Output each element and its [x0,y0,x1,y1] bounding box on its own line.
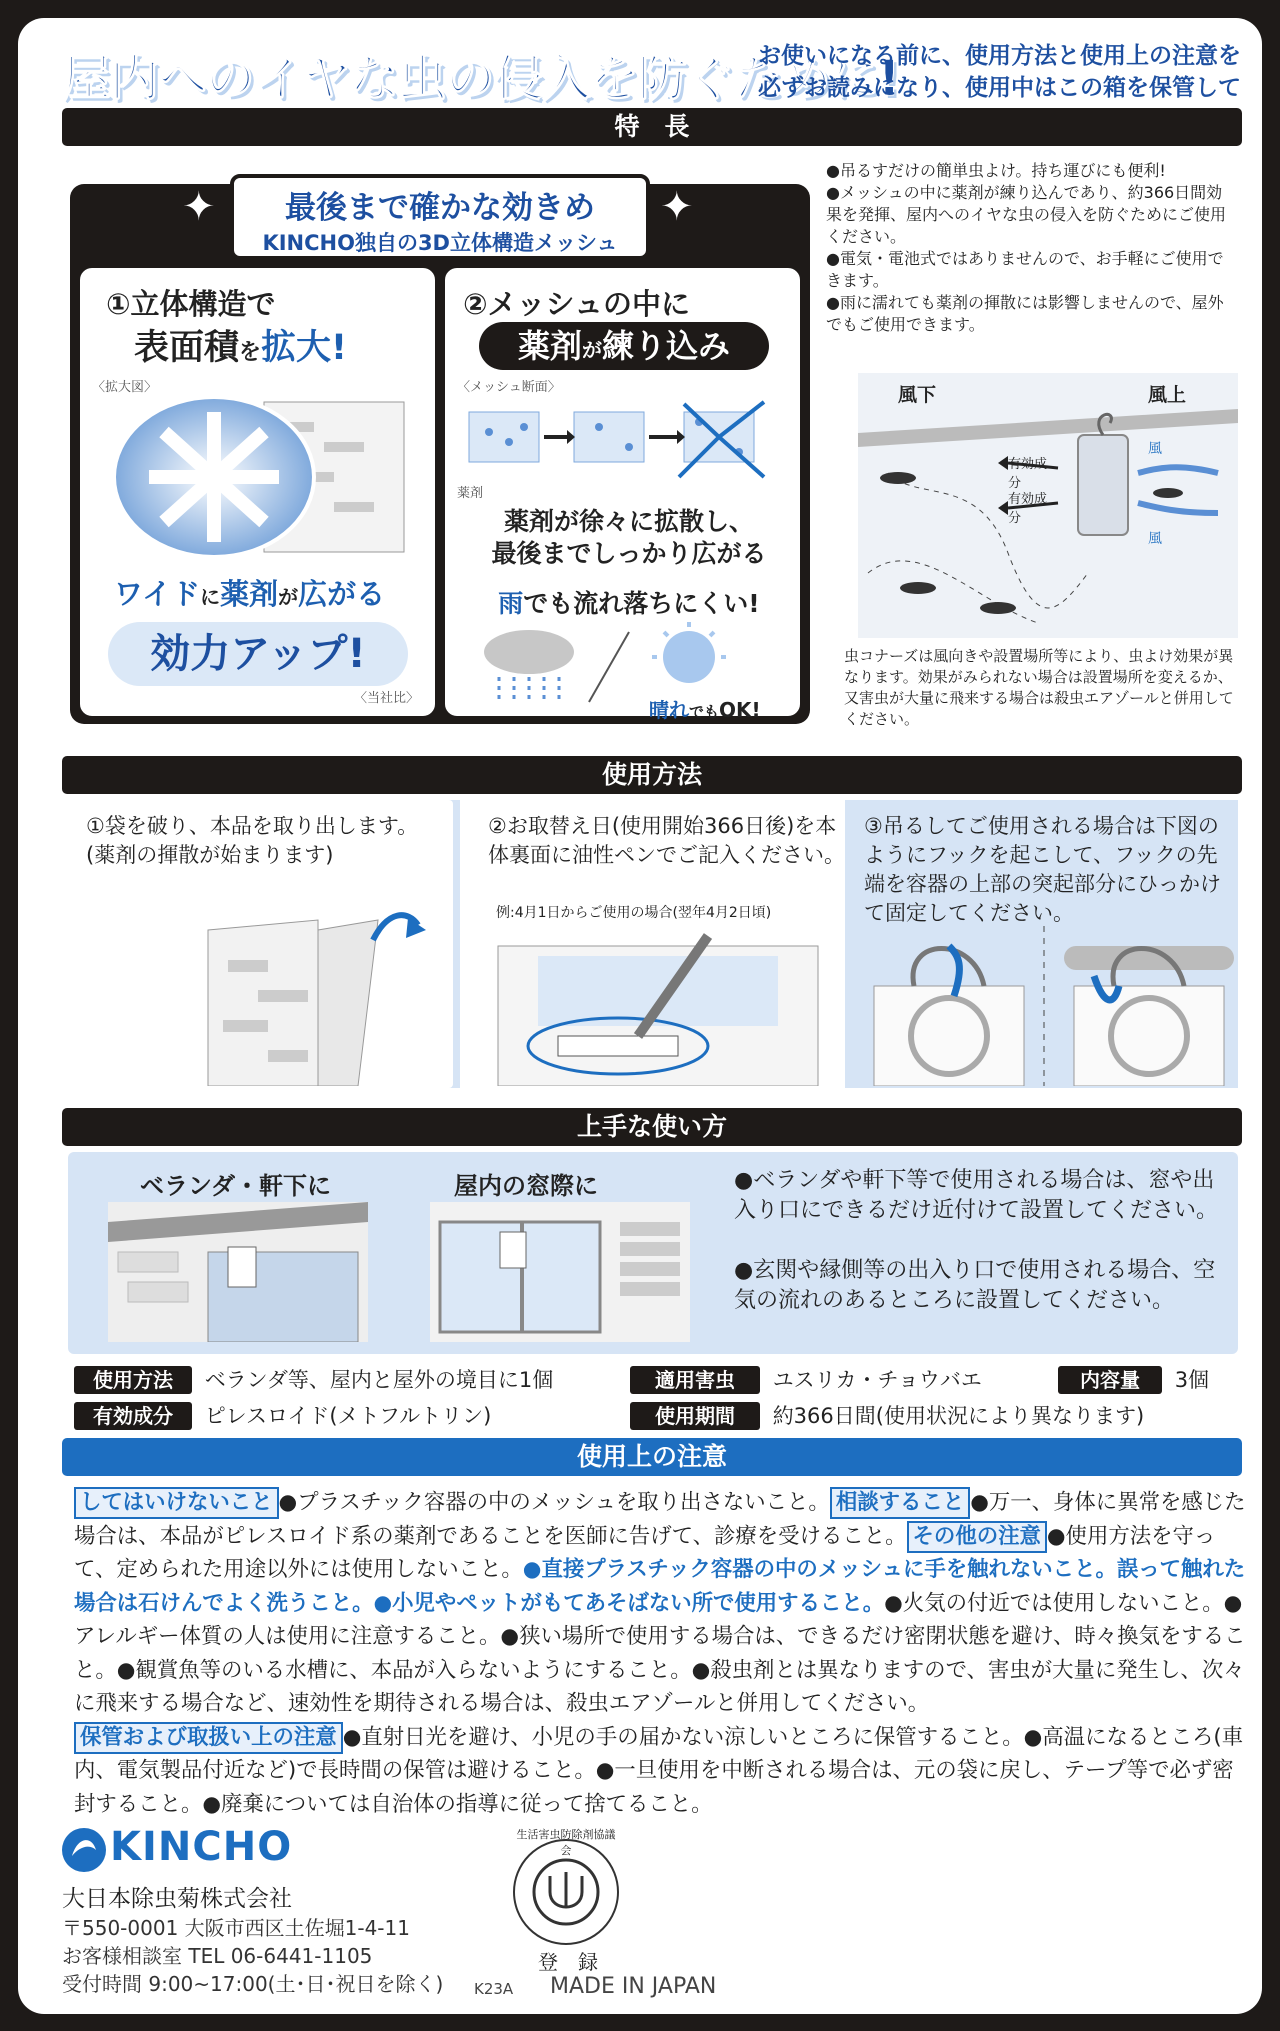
tips-bullet-2: ●玄関や縁側等の出入り口で使用される場合、空気の流れのあるところに設置してください。 [734,1258,1216,1313]
spec-ingredient-label: 有効成分 [74,1402,192,1430]
company-hours: 受付時間 9:00~17:00(土･日･祝日を除く) [62,1972,444,1996]
wind-up-label: 風上 [1148,384,1187,406]
active-ingredient-label-2: 有効成分 [1008,492,1048,526]
write-date-illustration [478,926,838,1086]
open-bag-illustration [168,890,438,1086]
window-illustration [430,1202,690,1342]
spec-period [630,1400,1144,1430]
feature-bullet: ●雨に濡れても薬剤の揮散には影響しませんので、屋外でもご使用できます。 [826,293,1224,334]
caution-text [74,1486,1246,1821]
wind-footnote: 虫コナーズは風向きや設置場所等により、虫よけ効果が異なります。効果がみられない場合は設置場所を変えるか、又害虫が大量に飛来する場合は殺虫エアゾールと併用してください。 [844,647,1234,728]
features-bar: 特 長 [62,108,1242,146]
company-address: 〒550-0001 大阪市西区土佐堀1-4-11 [62,1916,410,1940]
caution-text-3b: ●直接プラスチック容器の中のメッシュに手を触れないこと。誤って触れた場合は石けんでよく洗うこと。 [74,1557,1246,1616]
usage-step-2-example: 例:4月1日からご使用の場合(翌年4月2日頃) [496,905,772,921]
company-tel: お客様相談室 TEL 06-6441-1105 [62,1944,373,1968]
diffuse-line-2: 最後までしっかり広がる [491,539,767,568]
usage-step-1: ①袋を破り、本品を取り出します。(薬剤の揮散が始まります) [86,814,419,867]
active-ingredient-label: 有効成分 [1008,457,1048,491]
wind-label-2: 風 [1148,531,1162,547]
spec-pest-value: ユスリカ・チョウバエ [772,1368,982,1392]
feature2-kneaded: 練り込み [602,327,731,365]
caution-text-1: ●プラスチック容器の中のメッシュを取り出さないこと。 [278,1490,830,1515]
caution-text-3a: ●使用方法を守って、定められた用途以外には使用しないこと。 [74,1523,1216,1582]
feature-mesh [445,268,800,722]
rain-text: 雨 [498,589,524,618]
spread-text: 広がる [298,577,386,611]
wind-down-label: 風下 [898,384,937,406]
feature-bullet: ●電気・電池式ではありませんので、お手軽にご使用できます。 [826,249,1224,290]
drug-label: 薬剤 [457,486,484,501]
usage-step-2: ②お取替え日(使用開始366日後)を本体裏面に油性ペンでご記入ください。 [488,814,845,867]
brand-logo: KINCHO [110,1824,293,1870]
notice-text: お使いになる前に、使用方法と使用上の注意を必ずお読みになり、使用中はこの箱を保管して [758,43,1241,101]
spec-period-value: 約366日間(使用状況により異なります) [772,1404,1145,1428]
spec-row-2 [74,1400,491,1430]
feature2-particle: が [582,338,602,362]
feature-bullet: ●吊るすだけの簡単虫よけ。持ち運びにも便利! [826,161,1166,180]
feature1-particle: を [239,340,262,365]
feature-bullets [826,160,1236,336]
caution-tag-consult: 相談すること [830,1487,970,1519]
feature1-figure-label: 〈拡大図〉 [92,380,158,395]
tips-veranda-title: ベランダ・軒下に [140,1172,332,1200]
product-code: K23A [474,1980,514,1998]
spec-usage-value: ベランダ等、屋内と屋外の境目に1個 [204,1368,554,1392]
rain-text-2: でも流れ落ちにくい! [523,589,760,618]
kincho-logo-icon [60,1826,108,1874]
features-panel [70,184,810,724]
spec-qty-value: 3個 [1174,1368,1210,1392]
feature2-figure-label: 〈メッシュ断面〉 [457,380,561,395]
usage-panel [68,800,1238,1088]
hook-illustration [864,926,1234,1086]
page-title: 屋内へのイヤな虫の侵入を防ぐために! [62,50,900,107]
wide-particle: に [200,585,221,609]
features-subline: KINCHO独自の3D立体構造メッシュ [262,231,618,255]
sun-text: 晴れ [649,698,689,722]
mesh-section-illustration [459,392,789,492]
spec-row-1 [74,1364,553,1394]
wide-text: ワイド [114,577,201,611]
made-in-japan: MADE IN JAPAN [550,1974,717,1999]
feature2-drug: 薬剤 [517,327,582,365]
tips-bullet-1: ●ベランダや軒下等で使用される場合は、窓や出入り口にできるだけ近付けて設置してください。 [734,1168,1219,1223]
features-headline-badge [230,174,650,260]
feature2-title: ②メッシュの中に [463,287,690,321]
usage-bar: 使用方法 [62,756,1242,794]
tips-bar: 上手な使い方 [62,1108,1242,1146]
spec-pest [630,1364,982,1394]
caution-text-3d: ●火気の付近では使用しないこと。●アレルギー体質の人は使用に注意すること。●狭い場所で使用する場合は、できるだけ密閉状態を避け、時々換気をすること。●観賞魚等のいる水槽に、本品が入らないようにすること。●殺虫剤とは異なりますので、害虫が大量に発生し、次々に飛来する場合など、速効性を期待される場合は、殺虫エアゾールと併用してください。 [74,1590,1246,1716]
spec-pest-label: 適用害虫 [630,1366,760,1394]
spec-qty [1058,1364,1209,1394]
tips-window-title: 屋内の窓際に [454,1172,598,1200]
seal-ring-text: 生活害虫防除剤協議会 [516,1828,616,1857]
diffuse-line-1: 薬剤が徐々に拡散し、 [503,507,754,536]
sparkle-icon: ✦ [182,184,216,230]
usage-step-3: ③吊るしてご使用される場合は下図のようにフックを起こして、フックの先端を容器の上部の突起部分にひっかけて固定してください。 [864,814,1221,925]
feature-bullet: ●メッシュの中に薬剤が練り込んであり、約366日間効果を発揮、屋内へのイヤな虫の侵入を防ぐためにご使用ください。 [826,183,1227,246]
wind-label: 風 [1148,441,1162,457]
seal-registered: 登 録 [538,1950,598,1974]
caution-text-3c: ●小児やペットがもてあそばない所で使用すること。 [373,1590,885,1616]
sun-text-3: OK! [719,698,761,722]
caution-text-2: ●万一、身体に異常を感じた場合は、本品がピレスロイド系の薬剤であることを医師に告げて、診療を受けること。 [74,1490,1246,1549]
company-contact [62,1914,443,1998]
spec-qty-label: 内容量 [1058,1366,1162,1394]
feature1-area: 表面積 [134,328,240,368]
caution-tag-storage: 保管および取扱い上の注意 [74,1722,343,1754]
company-name: 大日本除虫菊株式会社 [62,1886,292,1912]
caution-tag-prohibited: してはいけないこと [74,1487,279,1519]
features-headline: 最後まで確かな効きめ [285,190,595,226]
package-back [18,18,1262,2014]
tips-panel [68,1152,1238,1354]
sparkle-icon: ✦ [660,184,694,230]
spec-ingredient-value: ピレスロイド(メトフルトリン) [204,1404,492,1428]
drug-text: 薬剤 [220,577,279,611]
feature-structure [80,268,435,716]
veranda-illustration [108,1202,368,1342]
feature1-note: 〈当社比〉 [353,691,419,706]
caution-tag-other: その他の注意 [907,1521,1047,1553]
wide-particle-2: が [278,585,299,609]
feature1-expand: 拡大! [261,328,347,368]
caution-bar: 使用上の注意 [62,1438,1242,1476]
spec-usage-label: 使用方法 [74,1366,192,1394]
feature2-subtitle [479,322,769,370]
wind-diagram [858,373,1238,638]
spec-period-label: 使用期間 [630,1402,760,1430]
sun-text-2: でも [689,703,720,721]
mesh-magnified-illustration [104,392,424,572]
feature1-title: ①立体構造で [106,287,276,321]
caution-text-4: ●直射日光を避け、小児の手の届かない涼しいところに保管すること。●高温になるところ(車内、電気製品付近など)で長時間の保管は避けること。●一旦使用を中断される場合は、元の袋に戻し、テープ等で必ず密封すること。●廃棄については自治体の指導に従って捨てること。 [74,1724,1244,1817]
effect-up-badge: 効力アップ! [108,622,408,686]
